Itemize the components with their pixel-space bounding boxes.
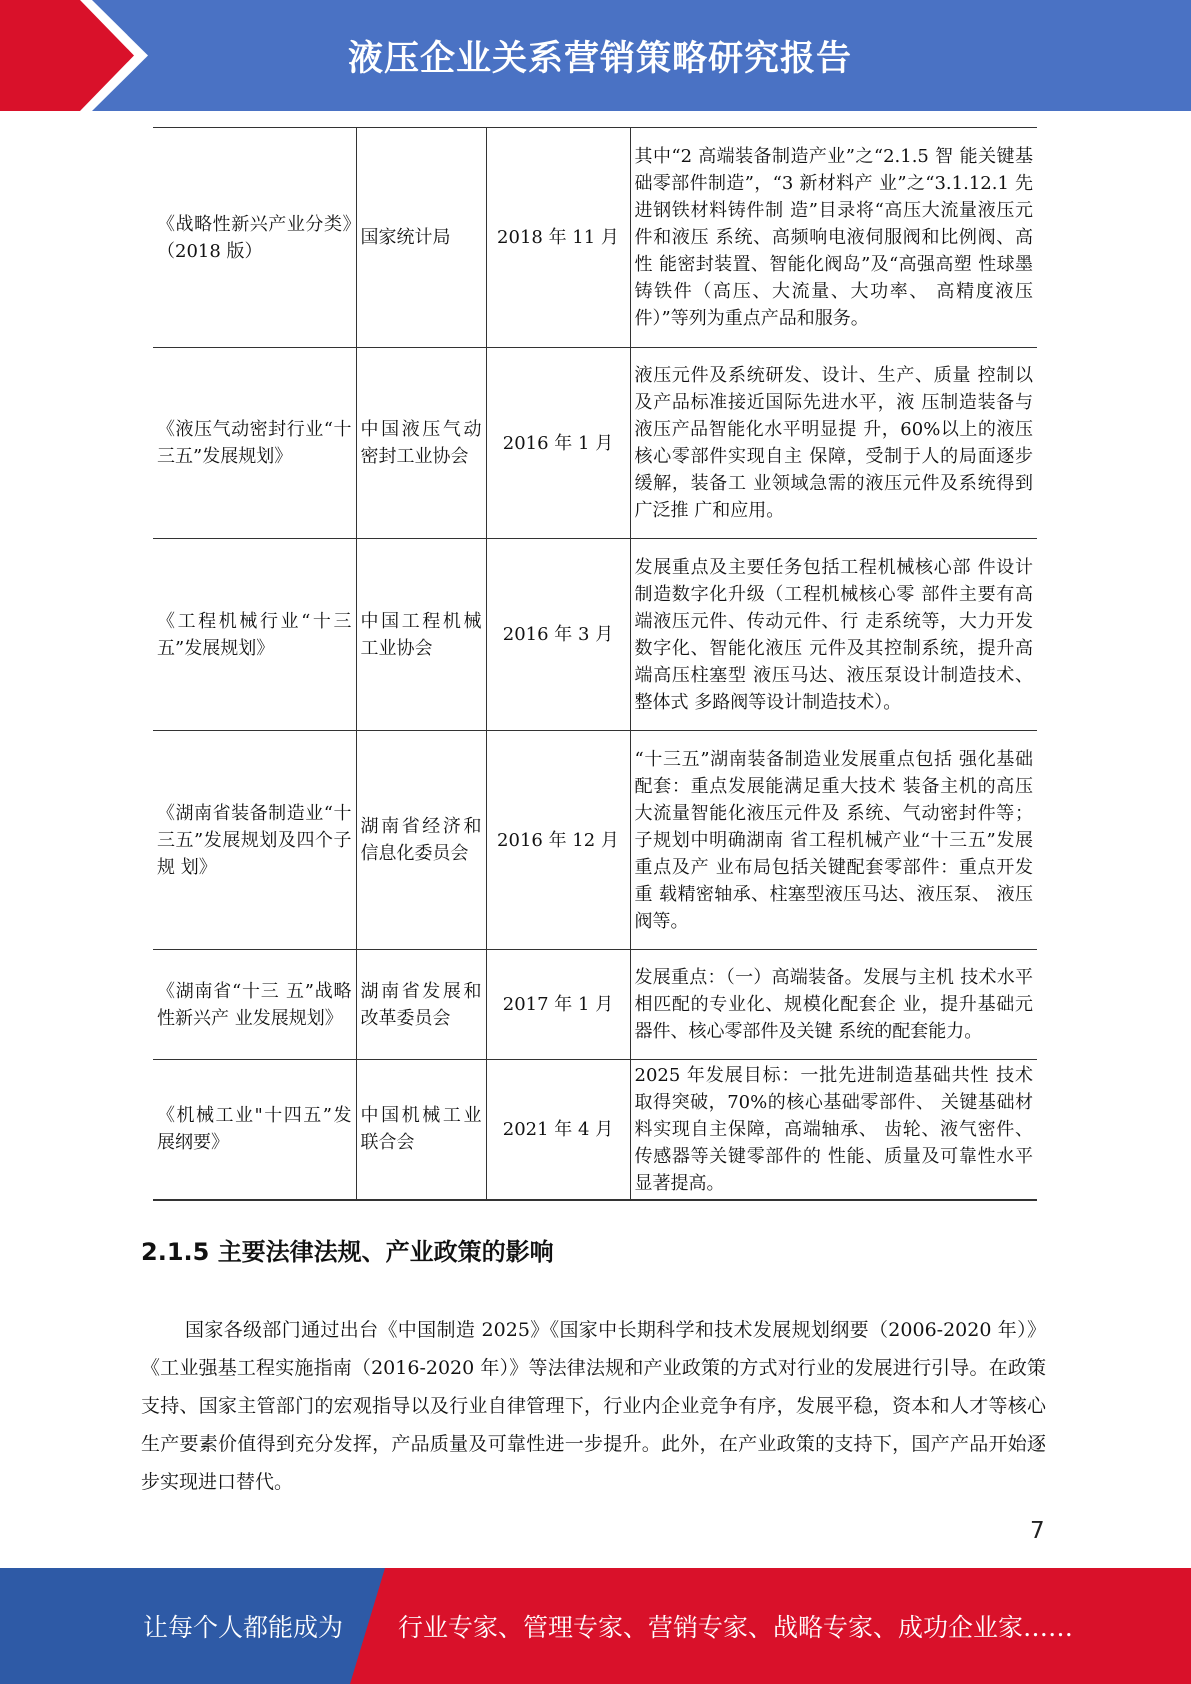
page-footer (0, 1568, 1191, 1684)
table-row (153, 348, 1037, 539)
policy-name: 《液压气动密封行业“十三五”发展规划》 (153, 348, 356, 539)
policy-name: 《机械工业"十四五”发展纲要》 (153, 1060, 356, 1200)
section-heading: 2.1.5 主要法律法规、产业政策的影响 (141, 1238, 554, 1266)
issuing-org: 中国液压气动密封工业协会 (356, 348, 486, 539)
policy-name: 《工程机械行业“十三五”发展规划》 (153, 539, 356, 731)
issue-date: 2016 年 12 月 (486, 731, 630, 950)
policy-name: 《战略性新兴产业分类》（2018 版） (153, 128, 356, 348)
page-number: 7 (1030, 1518, 1045, 1544)
policy-content: 2025 年发展目标：一批先进制造基础共性 技术取得突破，70%的核心基础零部件、 关键基础材料实现自主保障，高端轴承、 齿轮、液气密件、传感器等关键零部件的 性能、质量及可靠性水平显著提高。 (630, 1060, 1037, 1200)
issue-date: 2018 年 11 月 (486, 128, 630, 348)
policy-content: 液压元件及系统研发、设计、生产、质量 控制以及产品标准接近国际先进水平，液 压制造装备与液压产品智能化水平明显提 升，60%以上的液压核心零部件实现自主 保障，受制于人的局面逐步缓解，装备工 业领域急需的液压元件及系统得到广泛推 广和应用。 (630, 348, 1037, 539)
issue-date: 2016 年 1 月 (486, 348, 630, 539)
issuing-org: 中国机械工业联合会 (356, 1060, 486, 1200)
policy-content: “十三五”湖南装备制造业发展重点包括 强化基础配套：重点发展能满足重大技术 装备主机的高压大流量智能化液压元件及 系统、气动密封件等；子规划中明确湖南 省工程机械产业“十三五”发展重点及产 业布局包括关键配套零部件：重点开发重 载精密轴承、柱塞型液压马达、液压泵、 液压阀等。 (630, 731, 1037, 950)
issuing-org: 湖南省发展和改革委员会 (356, 950, 486, 1060)
issue-date: 2016 年 3 月 (486, 539, 630, 731)
issue-date: 2017 年 1 月 (486, 950, 630, 1060)
issuing-org: 湖南省经济和信息化委员会 (356, 731, 486, 950)
issuing-org: 中国工程机械工业协会 (356, 539, 486, 731)
table-row (153, 1060, 1037, 1200)
section-paragraph: 国家各级部门通过出台《中国制造 2025》《国家中长期科学和技术发展规划纲要（2006-2020 年）》《工业强基工程实施指南（2016-2020 年）》等法律法规和产业政策的方式对行业的发展进行引导。在政策支持、国家主管部门的宏观指导以及行业自律管理下，行业内企业竞争有序，发展平稳，资本和人才等核心生产要素价值得到充分发挥，产品质量及可靠性进一步提升。此外，在产业政策的支持下，国产产品开始逐步实现进口替代。 (141, 1319, 1046, 1493)
policy-name: 《湖南省“十三 五”战略性新兴产 业发展规划》 (153, 950, 356, 1060)
policy-content: 发展重点及主要任务包括工程机械核心部 件设计制造数字化升级（工程机械核心零 部件主要有高端液压元件、传动元件、行 走系统等，大力开发数字化、智能化液压 元件及其控制系统，提升高端高压柱塞型 液压马达、液压泵设计制造技术、整体式 多路阀等设计制造技术）。 (630, 539, 1037, 731)
table-row (153, 539, 1037, 731)
policy-content: 其中“2 高端装备制造产业”之“2.1.5 智 能关键基础零部件制造”，“3 新材料产 业”之“3.1.12.1 先进钢铁材料铸件制 造”目录将“高压大流量液压元件和液压 系统、高频响电液伺服阀和比例阀、高性 能密封装置、智能化阀岛”及“高强高塑 性球墨铸铁件（高压、大流量、大功率、 高精度液压件）”等列为重点产品和服务。 (630, 128, 1037, 348)
page-header (0, 0, 1191, 111)
table-row (153, 950, 1037, 1060)
policy-table (153, 127, 1037, 1201)
footer-slogan-right: 行业专家、管理专家、营销专家、战略专家、成功企业家…… (398, 1613, 1074, 1642)
issue-date: 2021 年 4 月 (486, 1060, 630, 1200)
table-row (153, 128, 1037, 348)
policy-content: 发展重点：（一）高端装备。发展与主机 技术水平相匹配的专业化、规模化配套企 业，提升基础元器件、核心零部件及关键 系统的配套能力。 (630, 950, 1037, 1060)
table-row (153, 731, 1037, 950)
red-chevron-decoration (0, 0, 150, 111)
footer-slogan-left: 让每个人都能成为 (143, 1613, 344, 1642)
policy-name: 《湖南省装备制造业“十三五”发展规划及四个子规 划》 (153, 731, 356, 950)
issuing-org: 国家统计局 (356, 128, 486, 348)
report-title: 液压企业关系营销策略研究报告 (347, 38, 852, 79)
